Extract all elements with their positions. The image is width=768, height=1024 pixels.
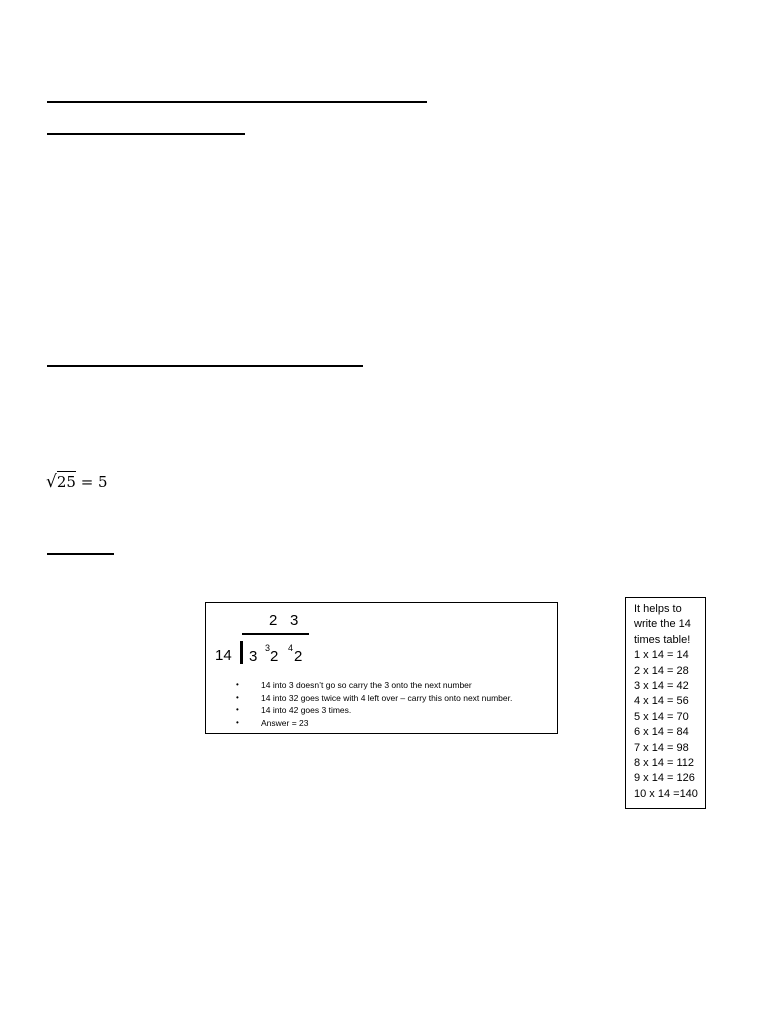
division-bracket [240, 641, 243, 664]
step-text: Answer = 23 [261, 717, 309, 728]
equation-result: = 5 [75, 473, 108, 491]
times-table-row: 4 x 14 = 56 [634, 695, 689, 708]
times-table-row: 6 x 14 = 84 [634, 726, 689, 739]
step-text: 14 into 42 goes 3 times. [261, 705, 352, 715]
times-table-row: 1 x 14 = 14 [634, 649, 689, 662]
dividend-digit: 3 [249, 648, 258, 665]
radicand: 25 [56, 473, 76, 491]
step-text: 14 into 32 goes twice with 4 left over – carry this onto next number. [261, 692, 513, 703]
quotient-digit: 2 [269, 612, 278, 629]
carry-digit: 3 [265, 643, 271, 653]
dividend-digit: 2 [270, 648, 279, 665]
times-table-row: 2 x 14 = 28 [634, 664, 689, 677]
quotient-digit: 3 [290, 612, 299, 629]
bullet-icon: • [236, 717, 239, 727]
bullet-icon: • [236, 692, 239, 702]
times-table-row: 9 x 14 = 126 [634, 772, 695, 785]
times-table-row: 8 x 14 = 112 [634, 757, 695, 770]
division-steps-list [236, 679, 512, 729]
bullet-icon: • [236, 680, 239, 689]
times-table-intro: It helps to write the 14 times table! [634, 603, 691, 646]
list-item [236, 679, 512, 692]
long-division-example [205, 602, 558, 734]
radical-sign: √ [46, 472, 57, 492]
times-table-row: 7 x 14 = 98 [634, 741, 689, 754]
heading-underline-1 [47, 101, 427, 103]
bullet-icon: • [236, 705, 239, 714]
list-item [236, 717, 512, 730]
square-root-equation [46, 472, 108, 492]
dividend-digit: 2 [294, 648, 303, 665]
step-text: 14 into 3 doesn’t go so carry the 3 onto the next number [261, 680, 472, 690]
carry-digit: 4 [288, 643, 294, 653]
heading-underline-3 [47, 365, 363, 367]
heading-underline-2 [47, 133, 245, 135]
times-table-row: 5 x 14 = 70 [634, 710, 689, 723]
times-table-row: 10 x 14 =140 [634, 787, 698, 800]
list-item [236, 692, 512, 705]
times-table-row: 3 x 14 = 42 [634, 680, 689, 693]
list-item [236, 704, 512, 717]
division-overline [242, 633, 309, 635]
divisor: 14 [215, 647, 232, 664]
times-table-box [625, 597, 706, 809]
heading-underline-4 [47, 553, 114, 555]
